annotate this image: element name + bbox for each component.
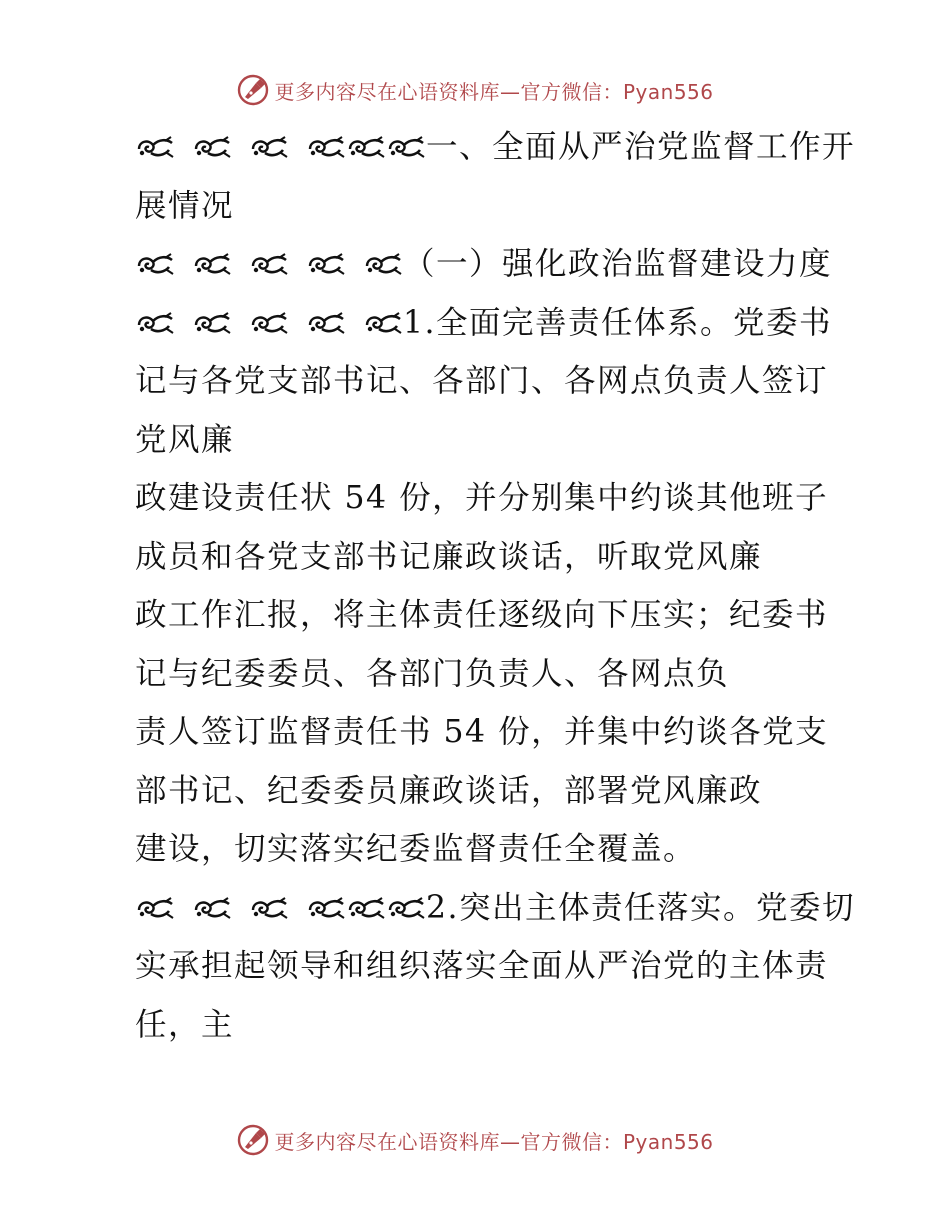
banner-text <box>274 76 713 105</box>
fleuron-ornament-icon <box>346 135 386 159</box>
heading-1-text: 一、全面从严治党监督工作开展情况 <box>135 129 856 224</box>
paragraph-1-text: 1.全面完善责任体系。党委书记与各党支部书记、各部门、各网点负责人签订党风廉 <box>135 304 833 458</box>
paragraph-6-text: 2.突出主体责任落实。党委切实承担起领导和组织落实全面从严治党的主体责任，主 <box>135 889 856 1043</box>
fleuron-ornament-icon <box>135 311 175 335</box>
pen-nib-logo-icon <box>236 1123 270 1157</box>
fleuron-ornament-icon <box>249 311 289 335</box>
heading-1 <box>97 118 857 235</box>
fleuron-ornament-icon <box>363 311 403 335</box>
fleuron-ornament-icon <box>306 311 346 335</box>
fleuron-ornament-icon <box>346 896 386 920</box>
fleuron-ornament-icon <box>363 252 403 276</box>
document-body <box>97 118 857 1054</box>
footer-banner <box>0 1120 950 1160</box>
fleuron-ornament-icon <box>192 252 232 276</box>
paragraph-3: 政工作汇报，将主体责任逐级向下压实；纪委书记与纪委委员、各部门负责人、各网点负 <box>135 597 829 692</box>
fleuron-ornament-icon <box>386 135 426 159</box>
paragraph-1 <box>97 294 857 470</box>
paragraph-5: 建设，切实落实纪委监督责任全覆盖。 <box>135 831 697 867</box>
fleuron-ornament-icon <box>249 896 289 920</box>
fleuron-ornament-icon <box>192 896 232 920</box>
fleuron-ornament-icon <box>306 252 346 276</box>
header-banner <box>0 70 950 110</box>
fleuron-ornament-icon <box>306 896 346 920</box>
fleuron-ornament-icon <box>192 135 232 159</box>
heading-2-text: （一）强化政治监督建设力度 <box>403 246 833 282</box>
banner-text <box>274 1126 713 1155</box>
fleuron-ornament-icon <box>249 135 289 159</box>
fleuron-ornament-icon <box>386 896 426 920</box>
paragraph-2: 政建设责任状 54 份，并分别集中约谈其他班子成员和各党支部书记廉政谈话，听取党风廉 <box>135 480 829 575</box>
paragraph-6 <box>97 879 857 1055</box>
banner-wechat-id: Pyan556 <box>622 79 714 104</box>
fleuron-ornament-icon <box>306 135 346 159</box>
fleuron-ornament-icon <box>135 896 175 920</box>
fleuron-ornament-icon <box>249 252 289 276</box>
heading-2 <box>97 235 857 294</box>
banner-label: 更多内容尽在心语资料库—官方微信： <box>274 79 623 104</box>
fleuron-ornament-icon <box>192 311 232 335</box>
pen-nib-logo-icon <box>236 73 270 107</box>
fleuron-ornament-icon <box>135 135 175 159</box>
banner-wechat-id: Pyan556 <box>622 1129 714 1154</box>
banner-label: 更多内容尽在心语资料库—官方微信： <box>274 1129 623 1154</box>
paragraph-4: 责人签订监督责任书 54 份，并集中约谈各党支部书记、纪委委员廉政谈话，部署党风廉政 <box>135 714 829 809</box>
fleuron-ornament-icon <box>135 252 175 276</box>
